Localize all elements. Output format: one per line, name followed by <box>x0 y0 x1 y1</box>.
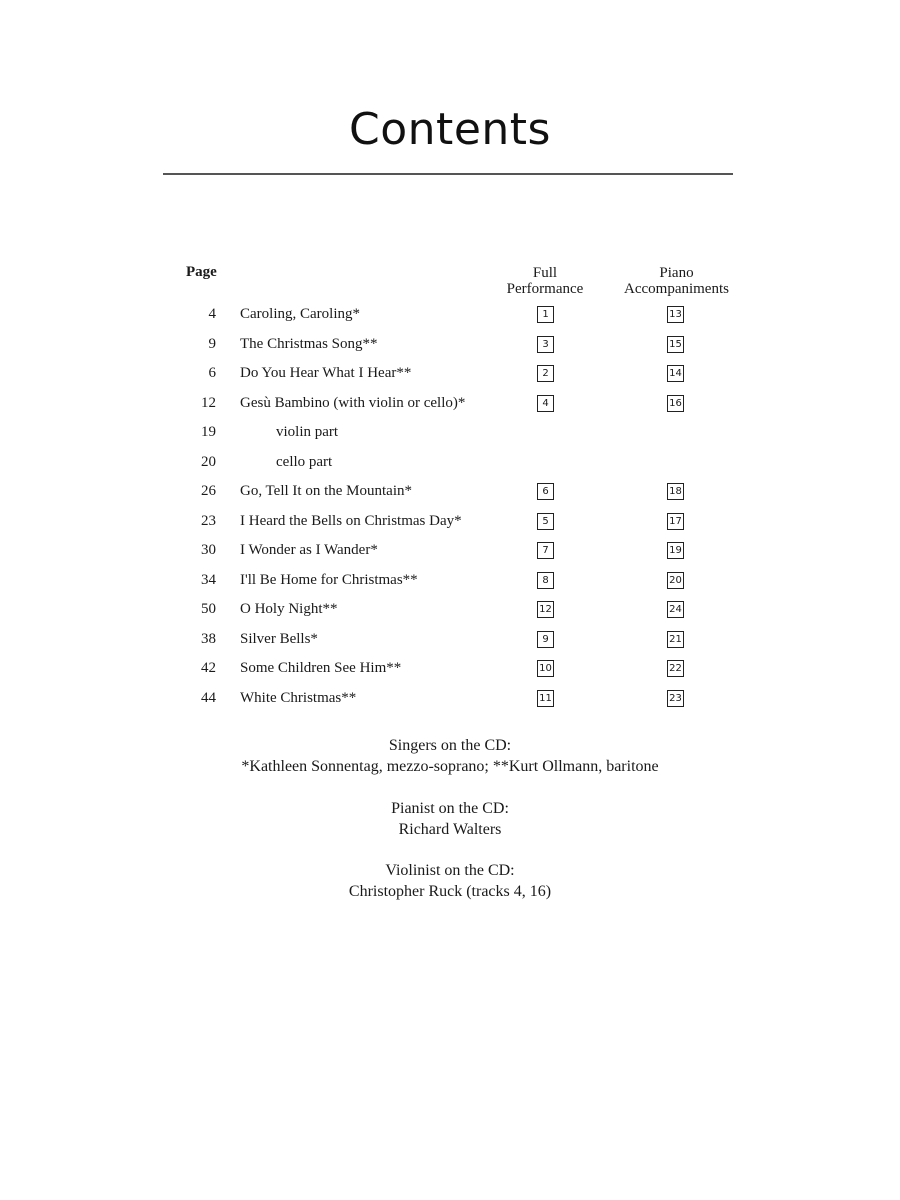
singers-credit <box>0 735 900 777</box>
piano-accompaniment-track-number: 24 <box>667 601 684 618</box>
row-song-title: The Christmas Song** <box>240 336 378 352</box>
row-song-title: Some Children See Him** <box>240 660 402 676</box>
piano-accompaniments-header <box>604 265 749 297</box>
full-performance-track-number: 8 <box>537 572 554 589</box>
piano-accompaniment-track-number: 22 <box>667 660 684 677</box>
singers-heading: Singers on the CD: <box>388 737 512 754</box>
table-row <box>0 363 900 387</box>
full-performance-track-number: 1 <box>537 306 554 323</box>
full-performance-track-number: 9 <box>537 631 554 648</box>
table-row <box>0 511 900 535</box>
full-performance-track-number: 4 <box>537 395 554 412</box>
table-row <box>0 688 900 712</box>
pianist-heading: Pianist on the CD: <box>391 800 509 817</box>
row-page-number: 26 <box>201 483 216 499</box>
row-song-title: I Wonder as I Wander* <box>240 542 378 558</box>
row-song-title: Go, Tell It on the Mountain* <box>240 483 412 499</box>
full-performance-track-number: 2 <box>537 365 554 382</box>
row-page-number: 20 <box>201 454 216 470</box>
table-row <box>0 393 900 417</box>
table-row <box>0 540 900 564</box>
violinist-name: Christopher Ruck (tracks 4, 16) <box>348 883 552 900</box>
row-page-number: 6 <box>208 365 216 381</box>
row-song-title: I Heard the Bells on Christmas Day* <box>240 513 462 529</box>
table-row <box>0 481 900 505</box>
table-row <box>0 334 900 358</box>
full-header-line2: Performance <box>506 281 584 297</box>
table-row <box>0 452 900 476</box>
table-row <box>0 599 900 623</box>
table-row <box>0 629 900 653</box>
violinist-heading: Violinist on the CD: <box>385 862 515 879</box>
full-performance-track-number: 12 <box>537 601 554 618</box>
table-row <box>0 658 900 682</box>
piano-accompaniment-track-number: 18 <box>667 483 684 500</box>
piano-accompaniment-track-number: 19 <box>667 542 684 559</box>
row-page-number: 12 <box>201 395 216 411</box>
pianist-credit <box>0 798 900 840</box>
row-page-number: 4 <box>208 306 216 322</box>
row-page-number: 23 <box>201 513 216 529</box>
full-performance-track-number: 3 <box>537 336 554 353</box>
singers-names: *Kathleen Sonnentag, mezzo-soprano; **Kurt Ollmann, baritone <box>241 758 659 775</box>
row-page-number: 44 <box>201 690 216 706</box>
full-performance-track-number: 10 <box>537 660 554 677</box>
piano-accompaniment-track-number: 14 <box>667 365 684 382</box>
row-song-title: I'll Be Home for Christmas** <box>240 572 418 588</box>
table-row <box>0 570 900 594</box>
row-page-number: 34 <box>201 572 216 588</box>
piano-accompaniment-track-number: 15 <box>667 336 684 353</box>
piano-header-line1: Piano <box>659 265 694 281</box>
piano-accompaniment-track-number: 16 <box>667 395 684 412</box>
full-performance-track-number: 5 <box>537 513 554 530</box>
piano-accompaniment-track-number: 21 <box>667 631 684 648</box>
full-performance-track-number: 6 <box>537 483 554 500</box>
row-page-number: 19 <box>201 424 216 440</box>
row-song-title: Silver Bells* <box>240 631 318 647</box>
piano-header-line2: Accompaniments <box>624 281 729 297</box>
pianist-name: Richard Walters <box>398 821 502 838</box>
full-performance-header <box>486 265 604 297</box>
row-song-title: White Christmas** <box>240 690 357 706</box>
row-song-title: Gesù Bambino (with violin or cello)* <box>240 395 466 411</box>
row-song-title: cello part <box>276 454 333 470</box>
table-row <box>0 422 900 446</box>
row-page-number: 30 <box>201 542 216 558</box>
full-header-line1: Full <box>532 265 558 281</box>
piano-accompaniment-track-number: 20 <box>667 572 684 589</box>
piano-accompaniment-track-number: 13 <box>667 306 684 323</box>
table-row <box>0 304 900 328</box>
row-page-number: 38 <box>201 631 216 647</box>
full-performance-track-number: 7 <box>537 542 554 559</box>
piano-accompaniment-track-number: 23 <box>667 690 684 707</box>
row-page-number: 50 <box>201 601 216 617</box>
row-song-title: violin part <box>276 424 339 440</box>
row-song-title: Caroling, Caroling* <box>240 306 360 322</box>
violinist-credit <box>0 860 900 902</box>
title-divider <box>163 173 733 175</box>
piano-accompaniment-track-number: 17 <box>667 513 684 530</box>
row-page-number: 42 <box>201 660 216 676</box>
row-song-title: O Holy Night** <box>240 601 338 617</box>
row-page-number: 9 <box>208 336 216 352</box>
page-title: Contents <box>349 104 551 155</box>
page-column-header: Page <box>186 264 217 280</box>
row-song-title: Do You Hear What I Hear** <box>240 365 412 381</box>
full-performance-track-number: 11 <box>537 690 554 707</box>
